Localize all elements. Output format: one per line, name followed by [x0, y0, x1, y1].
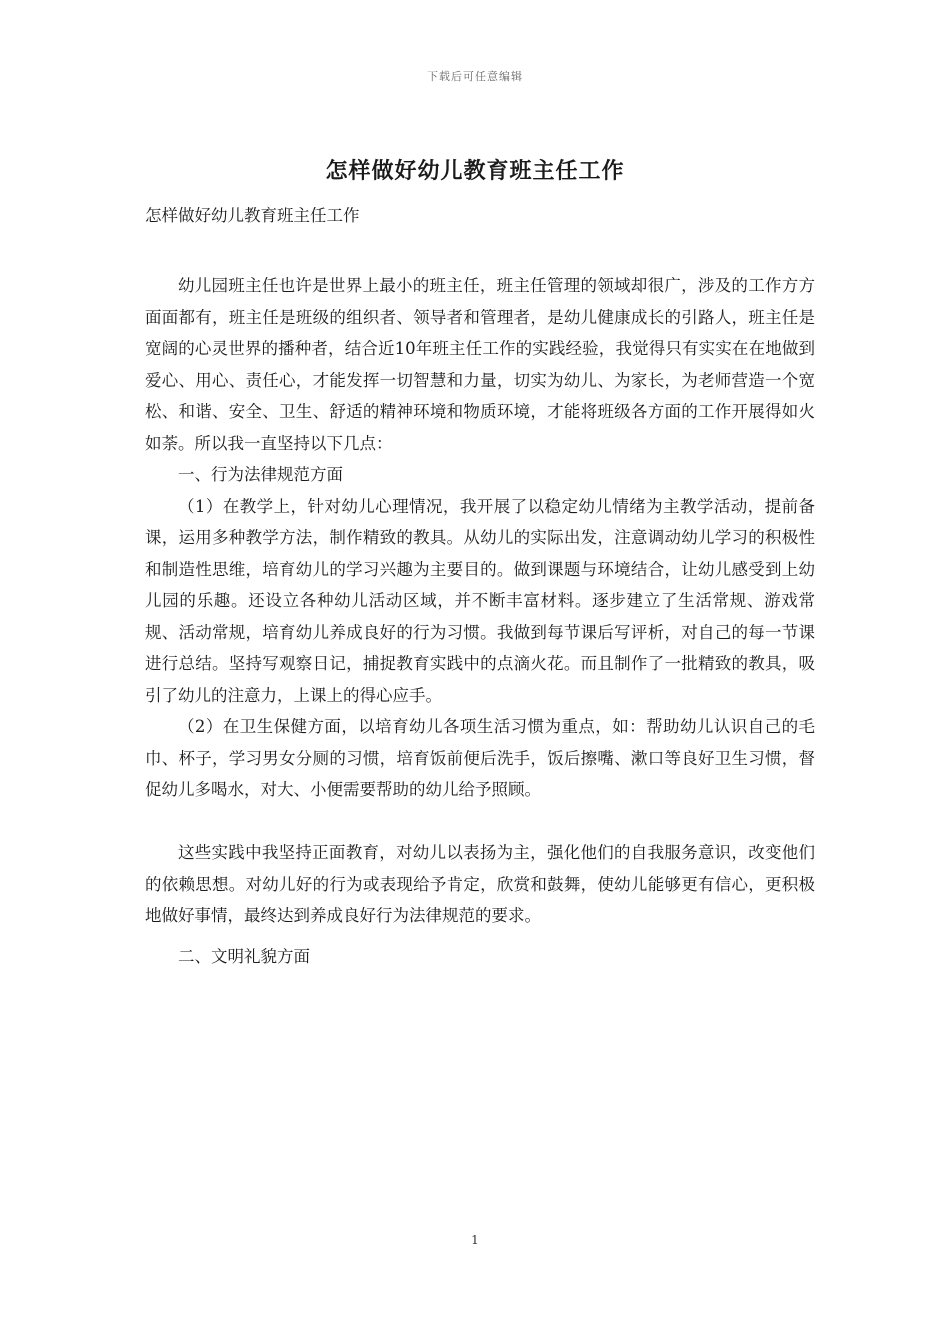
paragraph-hygiene: （2）在卫生保健方面，以培育幼儿各项生活习惯为重点，如：帮助幼儿认识自己的毛巾、杯子，学习男女分厕的习惯，培育饭前便后洗手，饭后擦嘴、漱口等良好卫生习惯，督促幼儿多喝水，对大、小便需要帮助的幼儿给予照顾。 [145, 717, 815, 799]
paragraph-teaching: （1）在教学上，针对幼儿心理情况，我开展了以稳定幼儿情绪为主教学活动，提前备课，运用多种教学方法，制作精致的教具。从幼儿的实际出发，注意调动幼儿学习的积极性和制造性思维，培育幼儿的学习兴趣为主要目的。做到课题与环境结合，让幼儿感受到上幼儿园的乐趣。还设立各种幼儿活动区域，并不断丰富材料。逐步建立了生活常规、游戏常规、活动常规，培育幼儿养成良好的行为习惯。我做到每节课后写评析，对自己的每一节课进行总结。坚持写观察日记，捕捉教育实践中的点滴火花。而且制作了一批精致的教具，吸引了幼儿的注意力，上课上的得心应手。 [145, 496, 815, 705]
page-number: 1 [471, 1233, 479, 1247]
paragraph-intro: 幼儿园班主任也许是世界上最小的班主任，班主任管理的领域却很广，涉及的工作方方面面都有，班主任是班级的组织者、领导者和管理者，是幼儿健康成长的引路人，班主任是宽阔的心灵世界的播种者，结合近10年班主任工作的实践经验，我觉得只有实实在在地做到爱心、用心、责任心，才能发挥一切智慧和力量，切实为幼儿、为家长，为老师营造一个宽松、和谐、安全、卫生、舒适的精神环境和物质环境，才能将班级各方面的工作开展得如火如荼。所以我一直坚持以下几点： [145, 276, 815, 453]
page-header: 下载后可任意编辑 [427, 70, 523, 83]
document-title: 怎样做好幼儿教育班主任工作 [325, 158, 625, 184]
section-heading-1: 一、行为法律规范方面 [178, 465, 343, 484]
section-heading-2: 二、文明礼貌方面 [178, 946, 310, 966]
document-body [145, 270, 815, 972]
document-subtitle: 怎样做好幼儿教育班主任工作 [145, 206, 360, 225]
paragraph-practice: 这些实践中我坚持正面教育，对幼儿以表扬为主，强化他们的自我服务意识，改变他们的依赖思想。对幼儿好的行为或表现给予肯定，欣赏和鼓舞，使幼儿能够更有信心，更积极地做好事情，最终达到养成良好行为法律规范的要求。 [145, 843, 815, 925]
